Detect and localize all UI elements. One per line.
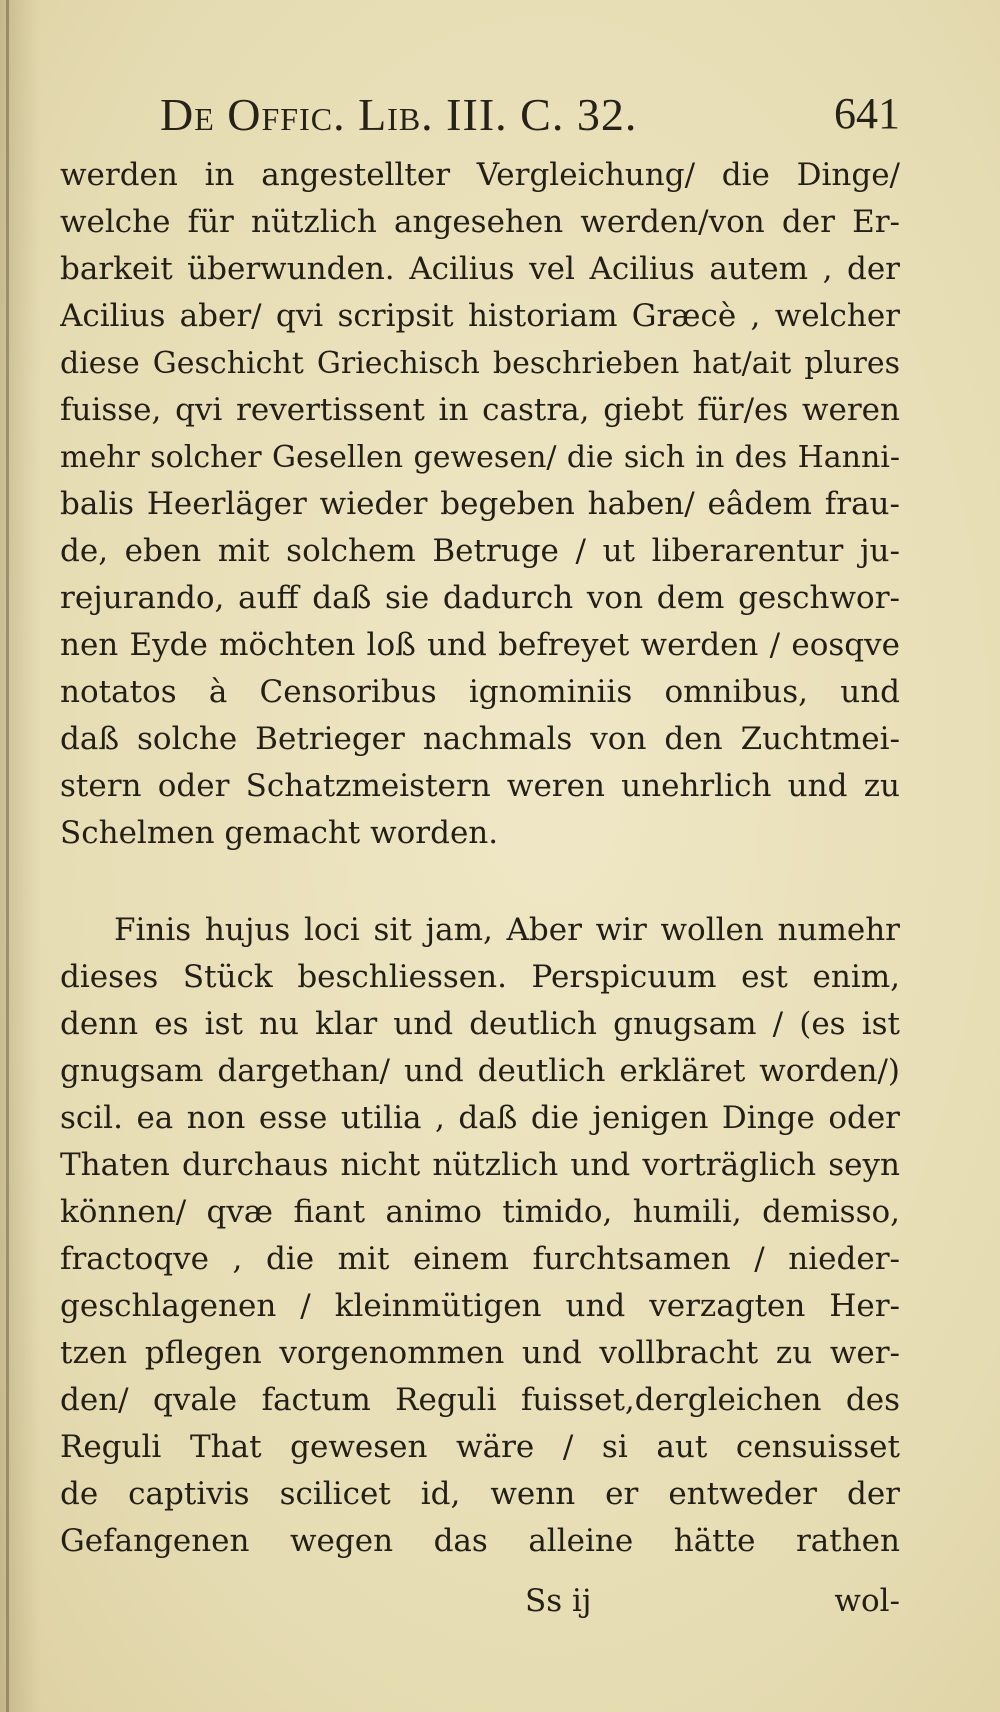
text-line: tzen pflegen vorgenommen und vollbracht zu wer- xyxy=(60,1335,900,1371)
paragraph-2 xyxy=(60,907,900,1565)
page-number: 641 xyxy=(834,89,900,138)
text-line: Gefangenen wegen das alleine hätte rathen xyxy=(60,1523,900,1559)
signature-mark: Ss ij xyxy=(525,1583,592,1619)
text-line: scil. ea non esse utilia , daß die jenigen Dinge oder xyxy=(60,1100,900,1136)
text-line: de, eben mit solchem Betruge / ut liberarentur ju- xyxy=(60,533,900,569)
text-line: nen Eyde möchten loß und befreyet werden / eosqve xyxy=(60,627,900,663)
text-line: können/ qvæ fiant animo timido, humili, demisso, xyxy=(60,1194,900,1230)
binding-edge xyxy=(6,0,9,1712)
catchword: wol- xyxy=(834,1583,900,1619)
text-line: gnugsam dargethan/ und deutlich erkläret worden/) xyxy=(60,1053,900,1089)
text-line: daß solche Betrieger nachmals von den Zuchtmei- xyxy=(60,721,900,757)
text-line: den/ qvale factum Reguli fuisset,dergleichen des xyxy=(60,1382,900,1418)
text-line: werden in angestellter Vergleichung/ die Dinge/ xyxy=(60,157,900,193)
text-line: Schelmen gemacht worden. xyxy=(60,815,499,851)
text-line: geschlagenen / kleinmütigen und verzagten Her- xyxy=(60,1288,900,1324)
text-line: barkeit überwunden. Acilius vel Acilius autem , der xyxy=(60,251,900,287)
text-line: denn es ist nu klar und deutlich gnugsam / (es ist xyxy=(60,1006,900,1042)
text-line: Reguli That gewesen wäre / si aut censuisset xyxy=(60,1429,900,1465)
text-line: dieses Stück beschliessen. Perspicuum est enim, xyxy=(60,959,900,995)
page-footer xyxy=(60,1583,900,1633)
text-line: fuisse, qvi revertissent in castra, giebt für/es weren xyxy=(60,392,900,428)
running-title: De Offic. Lib. III. C. 32. xyxy=(160,89,638,140)
text-line: de captivis scilicet id, wenn er entweder der xyxy=(60,1476,900,1512)
text-line: fractoqve , die mit einem furchtsamen / nieder- xyxy=(60,1241,900,1277)
text-line: welche für nützlich angesehen werden/von der Er- xyxy=(60,204,900,240)
text-line: Acilius aber/ qvi scripsit historiam Græcè , welcher xyxy=(60,298,900,334)
text-line: diese Geschicht Griechisch beschrieben hat/ait plures xyxy=(60,346,900,381)
page-header xyxy=(160,88,900,148)
paragraph-1 xyxy=(60,152,900,857)
text-line: rejurando, auff daß sie dadurch von dem geschwor- xyxy=(60,580,900,616)
text-line: mehr solcher Gesellen gewesen/ die sich in des Hanni- xyxy=(60,440,900,475)
text-line: balis Heerläger wieder begeben haben/ eâdem frau- xyxy=(60,486,900,522)
text-line: Finis hujus loci sit jam, Aber wir wollen numehr xyxy=(114,912,900,948)
text-line: Thaten durchaus nicht nützlich und vorträglich seyn xyxy=(60,1147,900,1183)
text-line: stern oder Schatzmeistern weren unehrlich und zu xyxy=(60,768,900,804)
text-line: notatos à Censoribus ignominiis omnibus, und xyxy=(60,674,900,710)
